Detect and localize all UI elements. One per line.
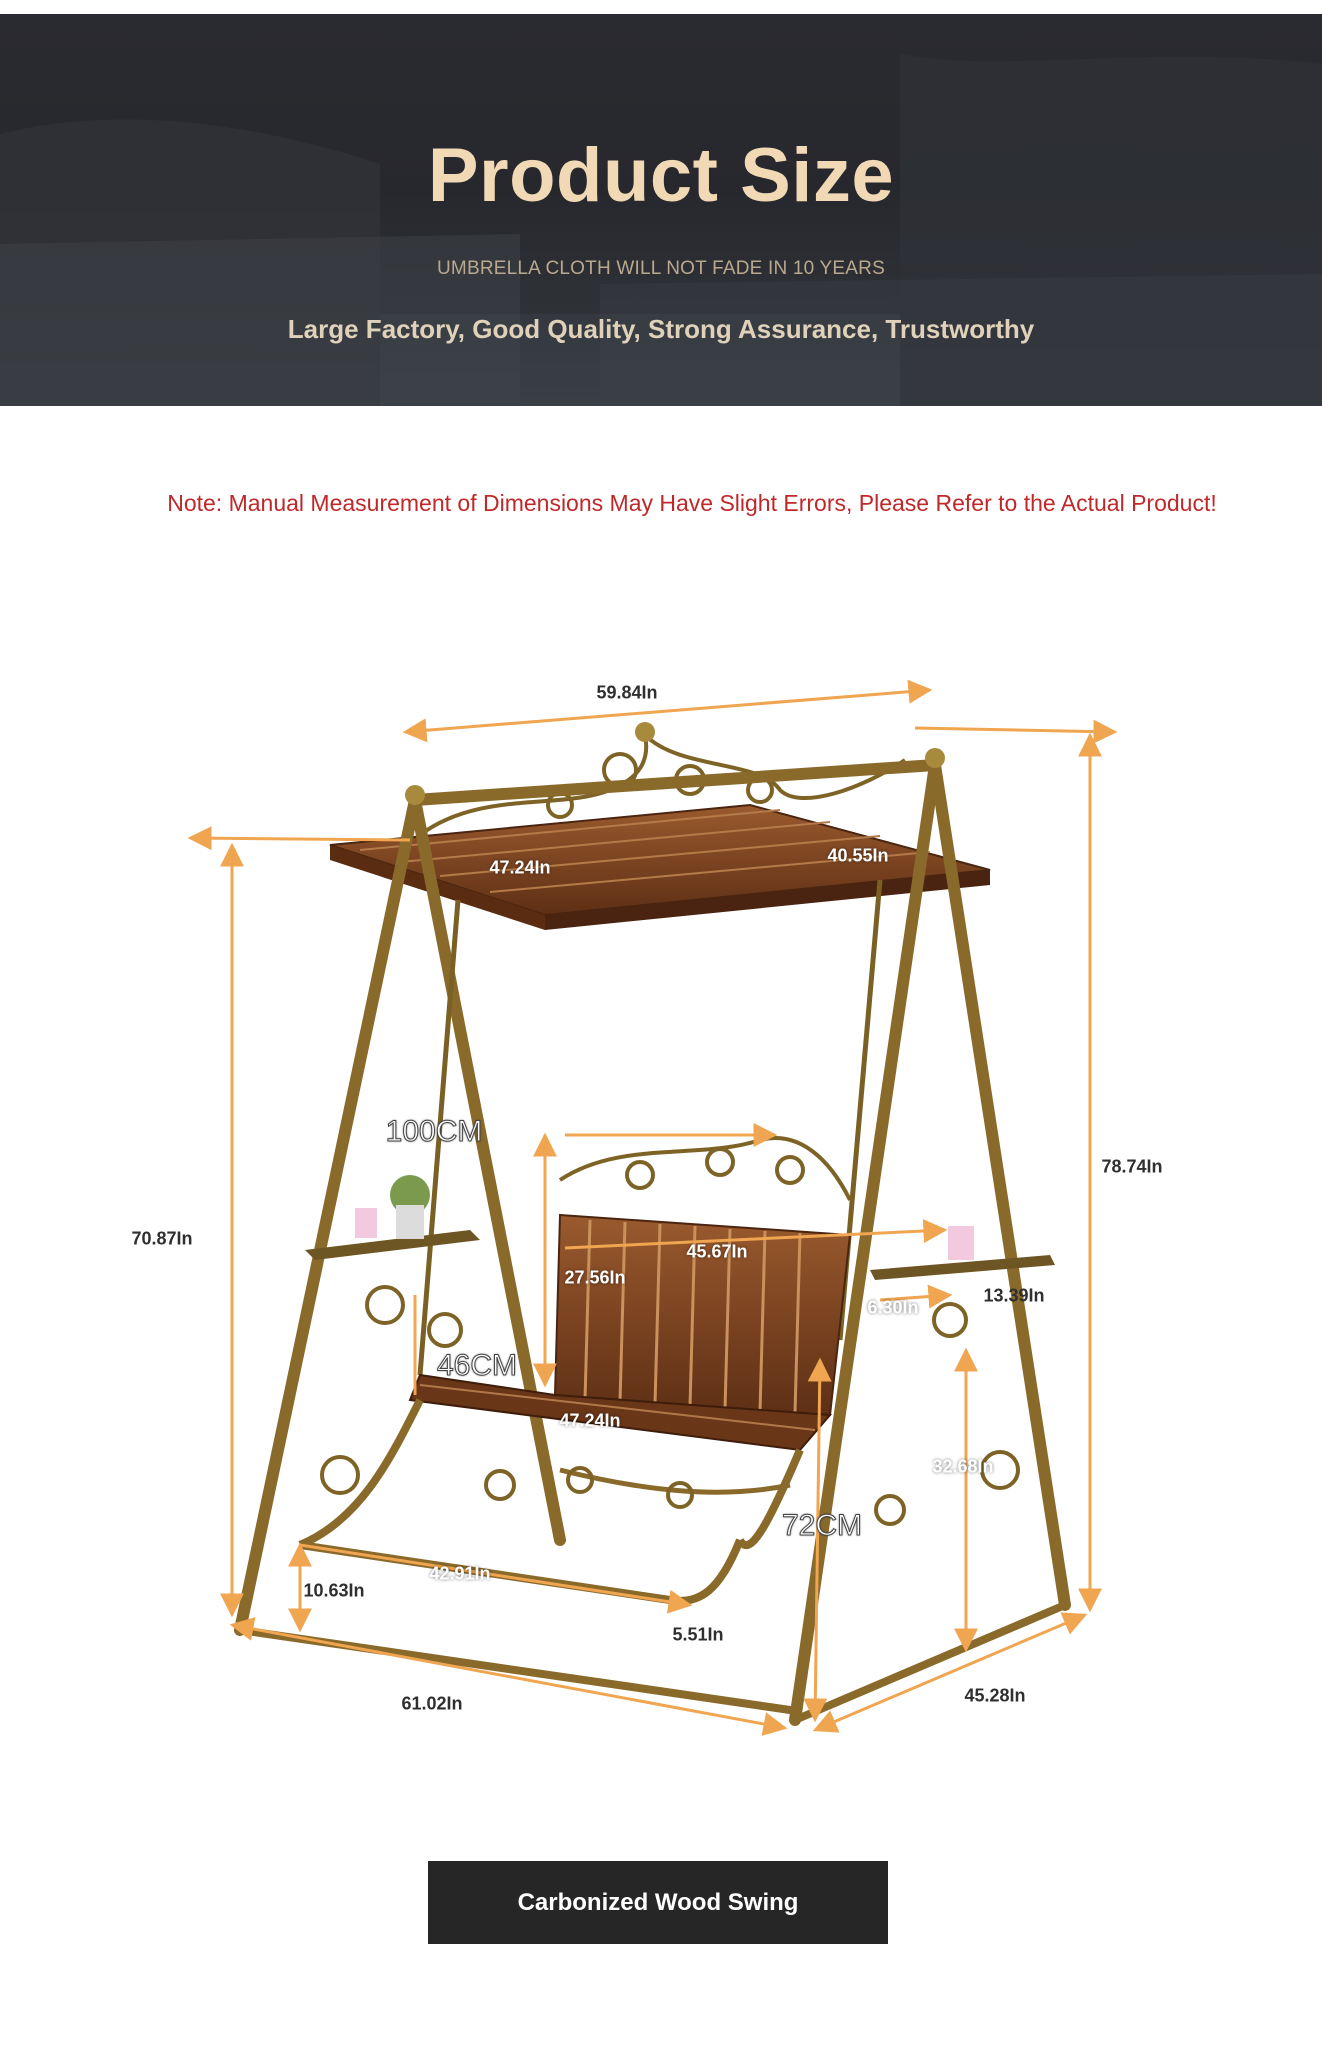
dim-backrest-height: 27.56In (564, 1267, 626, 1288)
dim-tray-depth: 6.30In (867, 1297, 919, 1318)
dim-seat-height: 32.68In (932, 1456, 994, 1477)
dim-base-depth: 45.28In (964, 1685, 1026, 1706)
dim-total-height: 78.74In (1101, 1156, 1163, 1177)
dim-frame-height: 70.87In (131, 1228, 193, 1249)
page-title: Product Size (427, 133, 895, 218)
banner-subtitle: UMBRELLA CLOTH WILL NOT FADE IN 10 YEARS (437, 258, 885, 279)
measurement-note: Note: Manual Measurement of Dimensions May Have Slight Errors, Please Refer to the Actual Product! (167, 490, 1217, 516)
dim-backrest-width: 45.67In (686, 1241, 748, 1262)
dim-base-length: 61.02In (401, 1693, 463, 1714)
header-banner (0, 14, 1322, 406)
dim-foot-height: 10.63In (303, 1580, 365, 1601)
swing-illustration (0, 640, 1322, 1780)
dim-base-bar: 42.91In (429, 1563, 491, 1584)
banner-tagline: Large Factory, Good Quality, Strong Assurance, Trustworthy (287, 314, 1035, 344)
dim-seat-length: 47.24In (559, 1410, 621, 1431)
dim-tray-width: 13.39In (983, 1285, 1045, 1306)
dim-seat-depth-cm: 72CM (781, 1509, 863, 1542)
dim-chain-length: 100CM (385, 1115, 483, 1148)
dim-canopy-length: 47.24In (489, 857, 551, 878)
dim-rocker-height: 5.51In (672, 1624, 724, 1645)
dim-top-width: 59.84In (596, 682, 658, 703)
product-name-button[interactable]: Carbonized Wood Swing (428, 1861, 888, 1944)
dim-seat-width-cm: 46CM (436, 1349, 518, 1382)
swing-dimension-diagram (0, 640, 1322, 1780)
dim-canopy-depth: 40.55In (827, 845, 889, 866)
